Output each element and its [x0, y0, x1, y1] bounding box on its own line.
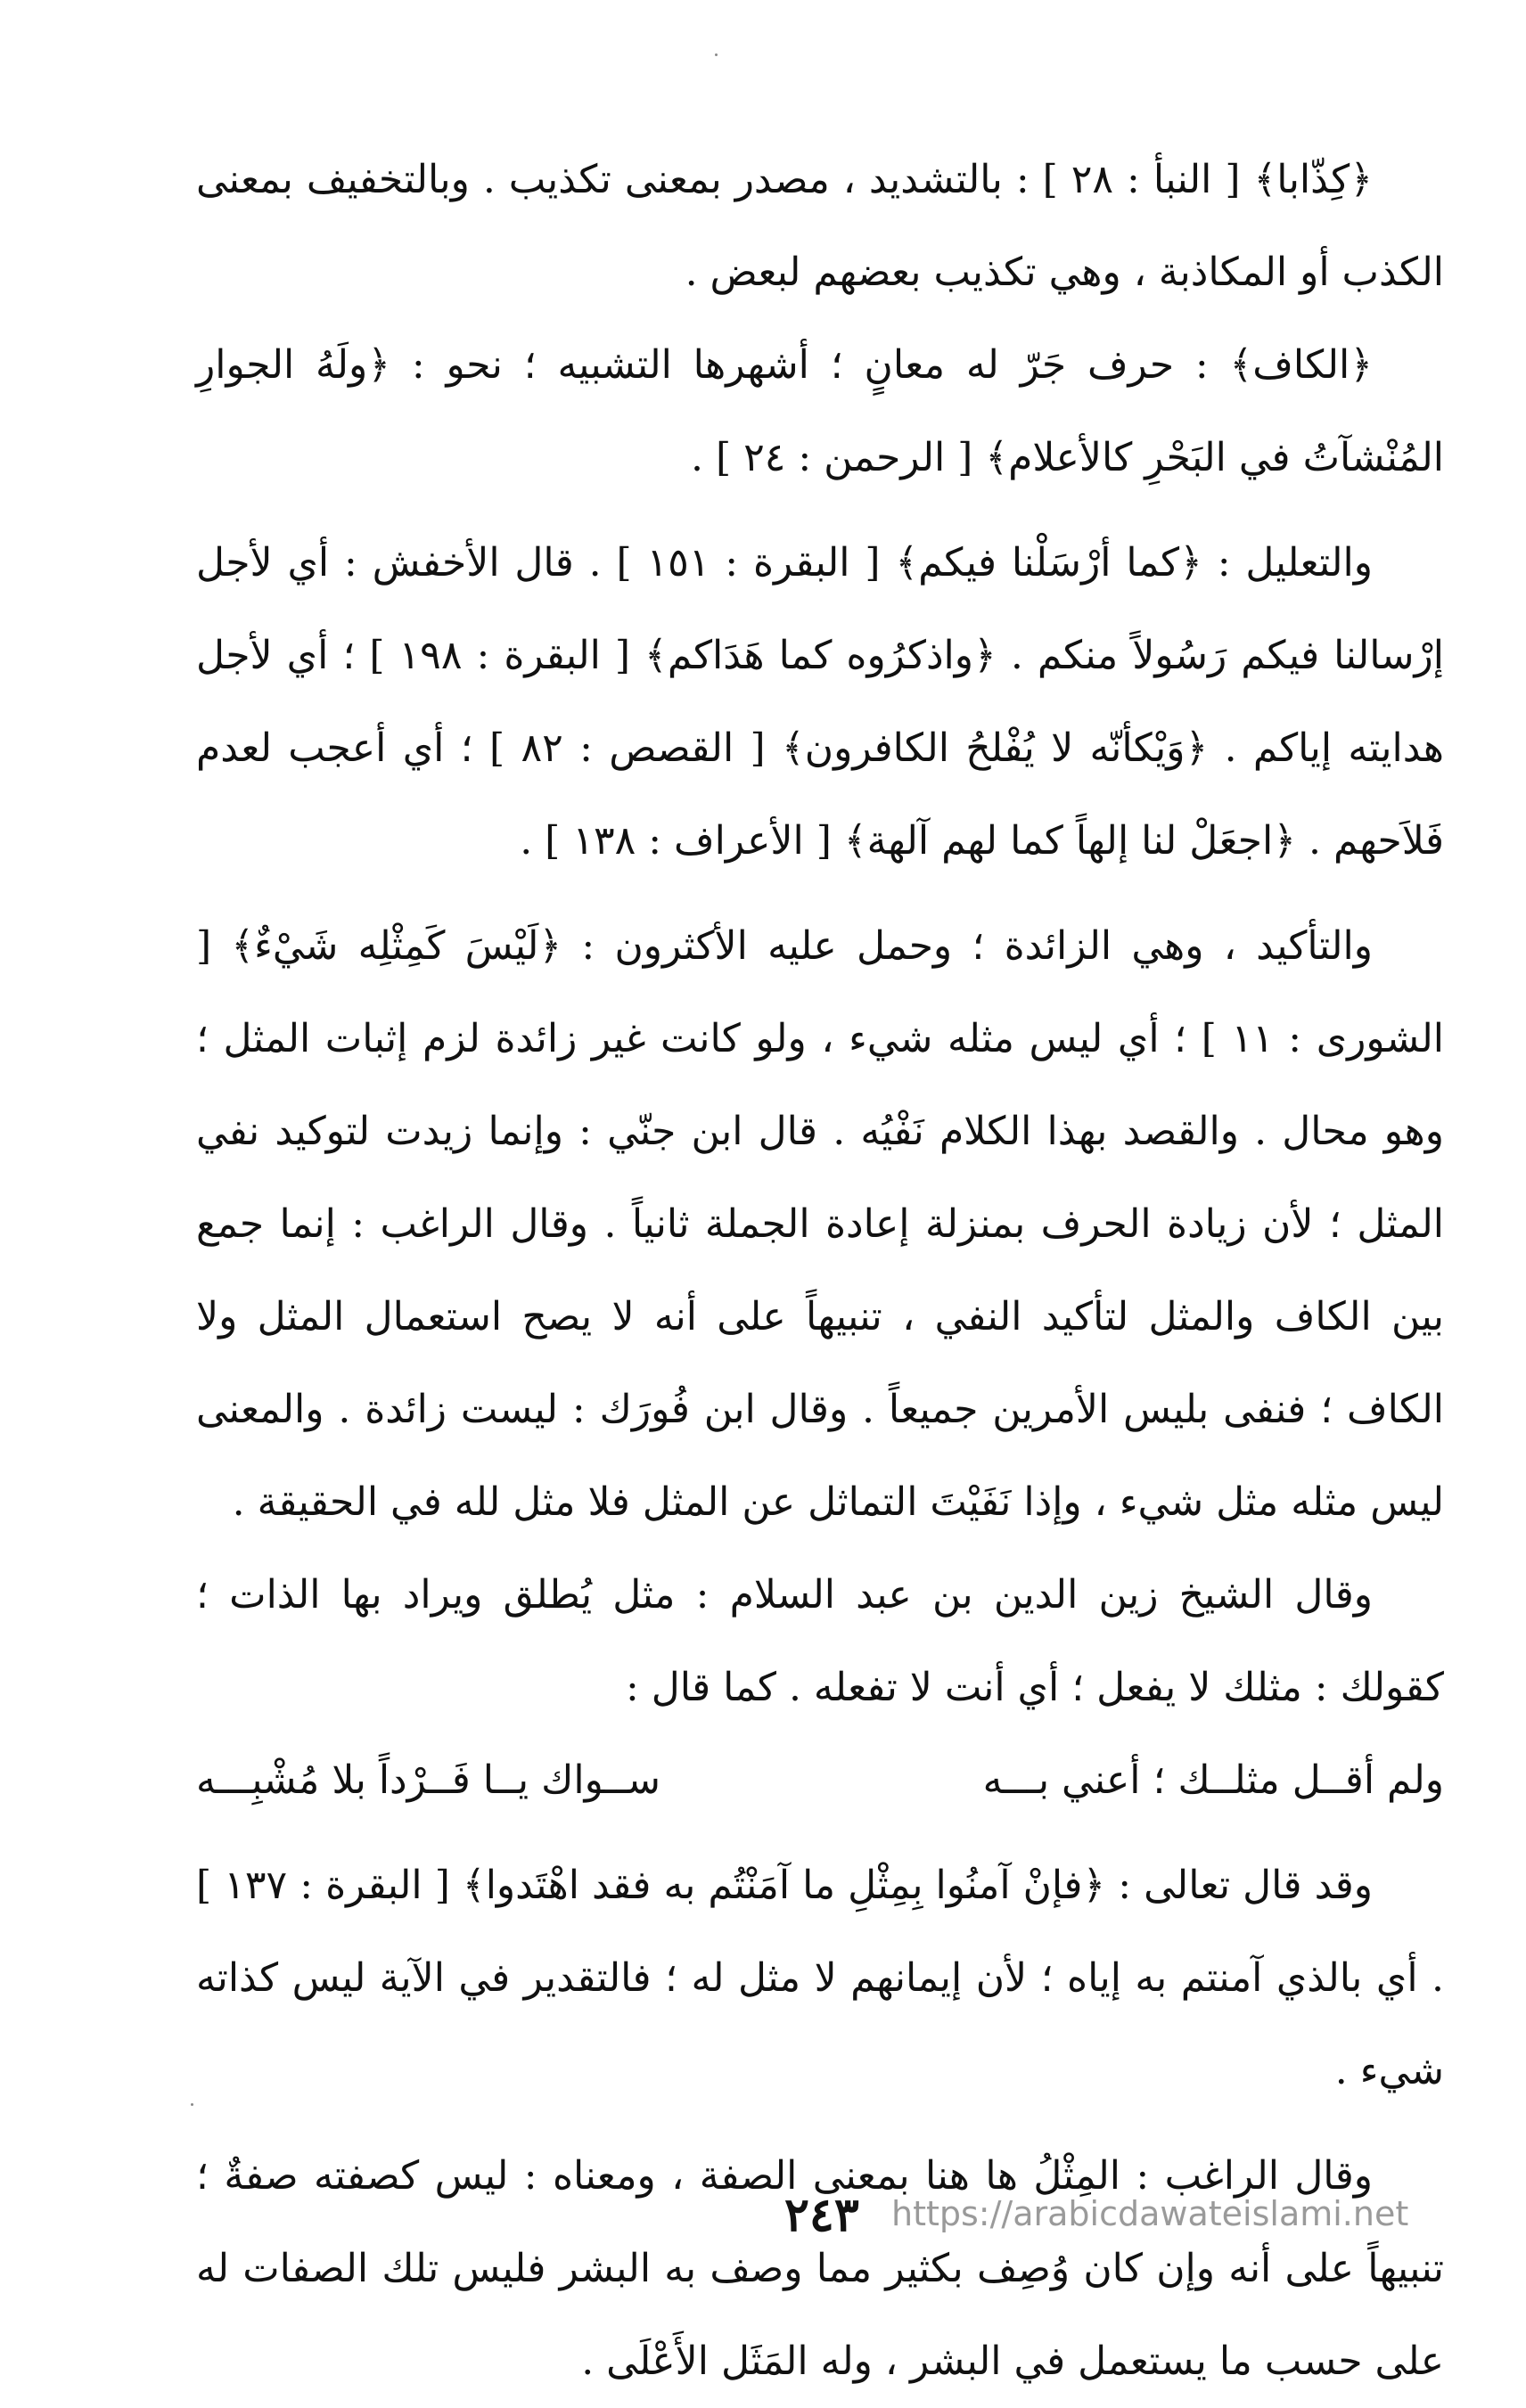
page-number: ٢٤٣ — [784, 2188, 859, 2242]
paragraph-baqarah-137: وقد قال تعالى : ﴿فإنْ آمنُوا بِمِثْلِ ما آمَنْتُم به فقد اهْتَدوا﴾ [ البقرة : ١٣٧ ] . أي بالذي آمنتم به إياه ؛ لأن إيمانهم لا مثل له ؛ فالتقدير في الآية ليس كذاته شيء . — [196, 1863, 1444, 2093]
watermark-url: https://arabicdawateislami.net — [891, 2194, 1409, 2233]
paragraph-kidhdhab: ﴿كِذّابا﴾ [ النبأ : ٢٨ ] : بالتشديد ، مصدر بمعنى تكذيب . وبالتخفيف بمعنى الكذب أو المكاذبة ، وهي تكذيب بعضهم لبعض . — [196, 157, 1444, 295]
poetry-verse — [196, 1734, 1444, 1827]
margin-speck — [191, 2103, 193, 2106]
margin-speck — [715, 53, 718, 56]
verse-hemistich-right: ولم أقــل مثلــك ؛ أعني بـــه — [982, 1757, 1444, 1803]
paragraph-raghib-mithl: وقال الراغب : المِثْلُ ها هنا بمعنى الصفة ، ومعناه : ليس كصفته صفةٌ ؛ تنبيهاً على أنه وإن كان وُصِف بكثير مما وصف به البشر فليس تلك الصفات له على حسب ما يستعمل في البشر ، وله المَثَل الأَعْلَى . — [196, 2153, 1444, 2384]
page-body — [196, 134, 1444, 2408]
paragraph-taalil: والتعليل : ﴿كما أرْسَلْنا فيكم﴾ [ البقرة : ١٥١ ] . قال الأخفش : أي لأجل إرْسالنا فيكم رَسُولاً منكم . ﴿واذكرُوه كما هَدَاكم﴾ [ البقرة : ١٩٨ ] ؛ أي لأجل هدايته إياكم . ﴿وَيْكأنّه لا يُفْلحُ الكافرون﴾ [ القصص : ٨٢ ] ؛ أي أعجب لعدم فَلاَحهم . ﴿اجعَلْ لنا إلهاً كما لهم آلهة﴾ [ الأعراف : ١٣٨ ] . — [196, 540, 1444, 864]
paragraph-kaf-definition: ﴿الكاف﴾ : حرف جَرّ له معانٍ ؛ أشهرها التشبيه ؛ نحو : ﴿ولَهُ الجوارِ المُنْشآتُ في البَحْرِ كالأعلام﴾ [ الرحمن : ٢٤ ] . — [196, 342, 1444, 480]
verse-hemistich-left: ســواك يــا فَــرْداً بلا مُشْبِـــه — [196, 1757, 661, 1803]
paragraph-takid: والتأكيد ، وهي الزائدة ؛ وحمل عليه الأكثرون : ﴿لَيْسَ كَمِثْلِه شَيْءٌ﴾ [ الشورى : ١١ ] ؛ أي ليس مثله شيء ، ولو كانت غير زائدة لزم إثبات المثل ؛ وهو محال . والقصد بهذا الكلام نَفْيُه . قال ابن جنّي : وإنما زيدت لتوكيد نفي المثل ؛ لأن زيادة الحرف بمنزلة إعادة الجملة ثانياً . وقال الراغب : إنما جمع بين الكاف والمثل لتأكيد النفي ، تنبيهاً على أنه لا يصح استعمال المثل ولا الكاف ؛ فنفى بليس الأمرين جميعاً . وقال ابن فُورَك : ليست زائدة . والمعنى ليس مثله مثل شيء ، وإذا نَفَيْتَ التماثل عن المثل فلا مثل لله في الحقيقة . — [196, 923, 1444, 1525]
paragraph-ibn-abd-alsalam: وقال الشيخ زين الدين بن عبد السلام : مثل يُطلق ويراد بها الذات ؛ كقولك : مثلك لا يفعل ؛ أي أنت لا تفعله . كما قال : — [196, 1572, 1444, 1710]
